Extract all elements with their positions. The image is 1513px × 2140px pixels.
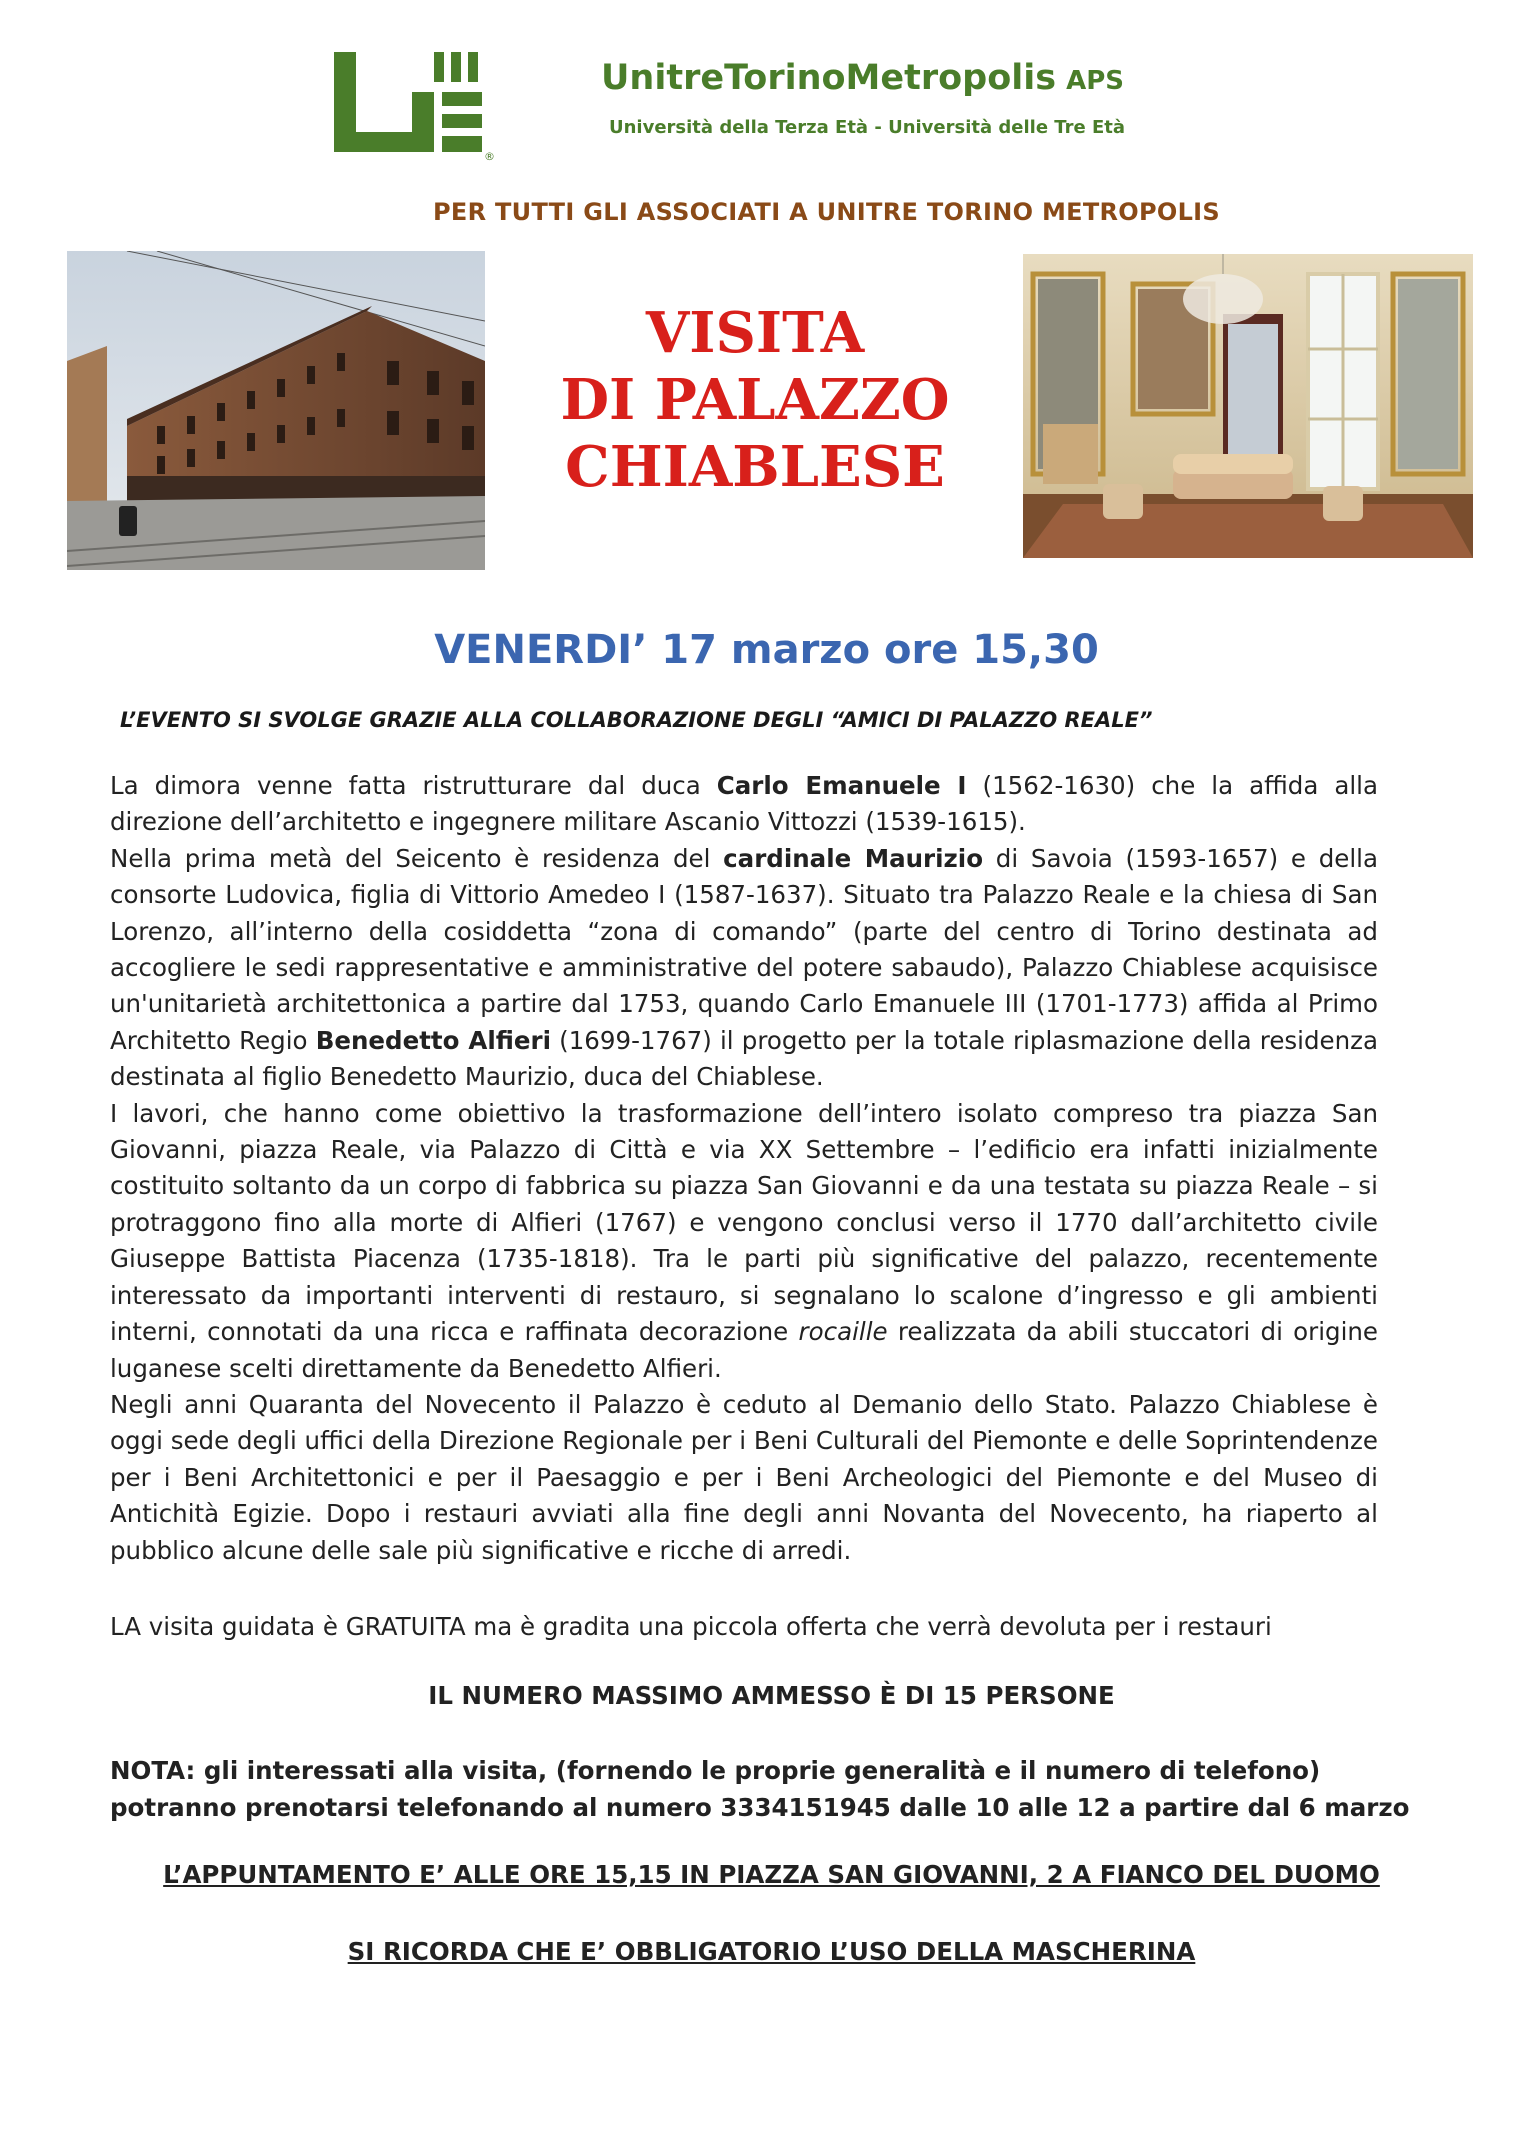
max-participants (0, 1681, 1513, 1710)
p2-text-a: Nella prima metà del Seicento è residenza del (110, 843, 724, 873)
description-body (110, 768, 1378, 1569)
paragraph-2 (110, 841, 1378, 1096)
meeting-point (0, 1860, 1513, 1889)
event-title (520, 300, 990, 501)
audience-text: PER TUTTI GLI ASSOCIATI A UNITRE TORINO METROPOLIS (432, 198, 1220, 226)
booking-note-line-1: NOTA: gli interessati alla visita, (fornendo le proprie generalità e il numero di telefono) (110, 1756, 1321, 1785)
paragraph-1 (110, 768, 1378, 841)
paragraph-3 (110, 1096, 1378, 1387)
p1-text-a: La dimora venne fatta ristrutturare dal duca (110, 771, 717, 800)
p1-bold-name: Carlo Emanuele I (716, 771, 967, 800)
p3-text-a: I lavori, che hanno come obiettivo la trasformazione dell’intero isolato compreso tra piazza San Giovanni, piazza Reale, via Palazzo di Città e via XX Settembre – l’edificio era infatti inizialmente costituito soltanto da un corpo di fabbrica su piazza San Giovanni e da una testata su piazza Reale – si protraggono fino alla morte di Alfieri (1767) e vengono conclusi verso il 1770 dall’architetto civile Giuseppe Battista Piacenza (1735-1818). Tra le parti più significative del palazzo, recentemente interessato da importanti interventi di restauro, si segnalano lo scalone d’ingresso e gli ambienti interni, connotati da una ricca e raffinata decorazione (110, 1098, 1378, 1347)
org-name-text: UnitreTorinoMetropolis (601, 58, 1057, 98)
title-line-3: CHIABLESE (565, 434, 945, 500)
mask-requirement-text: SI RICORDA CHE E’ OBBLIGATORIO L’USO DELLA MASCHERINA (347, 1937, 1196, 1966)
paragraph-4: Negli anni Quaranta del Novecento il Palazzo è ceduto al Demanio dello Stato. Palazzo Chiablese è oggi sede degli uffici della Direzione Regionale per i Beni Culturali del Piemonte e delle Soprintendenze per i Beni Architettonici e per il Paesaggio e per i Beni Archeologici del Piemonte e del Museo di Antichità Egizie. Dopo i restauri avviati alla fine degli anni Novanta del Novecento, ha riaperto al pubblico alcune delle sale più significative e ricche di arredi. (110, 1389, 1378, 1565)
palazzo-exterior-photo (67, 251, 485, 570)
p3-italic-term: rocaille (798, 1317, 888, 1347)
collaboration-note: L’EVENTO SI SVOLGE GRAZIE ALLA COLLABORAZIONE DEGLI “AMICI DI PALAZZO REALE” (120, 708, 1153, 732)
unitre-logo (334, 52, 504, 167)
booking-note (110, 1752, 1409, 1826)
booking-note-line-2: potranno prenotarsi telefonando al numero 3334151945 dalle 10 alle 12 a partire dal 6 marzo (110, 1793, 1410, 1822)
event-date (0, 627, 1513, 673)
organization-subtitle: Università della Terza Età - Università delle Tre Età (609, 117, 1126, 138)
org-suffix: APS (1066, 66, 1124, 96)
p2-text-c: di Savoia (1593-1657) e della consorte Ludovica, figlia di Vittorio Amedeo I (1587-1637). Situato tra Palazzo Reale e la chiesa di San Lorenzo, all’interno della cosiddetta “zona di comando” (parte del centro di Torino destinata ad accogliere le sedi rappresentative e amministrative del potere sabaudo), Palazzo Chiablese acquisisce un'unitarietà architettonica a partire dal 1753, quando Carlo Emanuele III (1701-1773) affida al Primo Architetto Regio (110, 843, 1378, 1055)
free-visit-note: LA visita guidata è GRATUITA ma è gradita una piccola offerta che verrà devoluta per i restauri (110, 1612, 1272, 1641)
p2-text-e: (1699-1767) il progetto per la totale riplasmazione della residenza destinata al figlio Benedetto Maurizio, duca del Chiablese. (110, 1025, 1378, 1092)
registered-mark: ® (484, 150, 495, 163)
palazzo-interior-photo (1023, 254, 1473, 558)
p1-text-c: (1562-1630) che la affida alla direzione dell’architetto e ingegnere militare Ascanio Vittozzi (1539-1615). (110, 771, 1379, 837)
audience-line (0, 198, 1513, 226)
p2-bold-architect: Benedetto Alfieri (315, 1025, 551, 1055)
meeting-point-text: L’APPUNTAMENTO E’ ALLE ORE 15,15 IN PIAZZA SAN GIOVANNI, 2 A FIANCO DEL DUOMO (163, 1860, 1380, 1889)
title-line-2: DI PALAZZO (560, 367, 950, 433)
p2-bold-name: cardinale Maurizio (723, 843, 984, 873)
p3-text-c: realizzata da abili stuccatori di origine luganese scelti direttamente da Benedetto Alfieri. (110, 1317, 1378, 1383)
organization-name (601, 58, 1124, 98)
title-line-1: VISITA (645, 300, 865, 366)
mask-requirement (0, 1937, 1513, 1966)
max-participants-text: IL NUMERO MASSIMO AMMESSO È DI 15 PERSONE (428, 1681, 1115, 1710)
event-date-text: VENERDI’ 17 marzo ore 15,30 (434, 627, 1099, 673)
